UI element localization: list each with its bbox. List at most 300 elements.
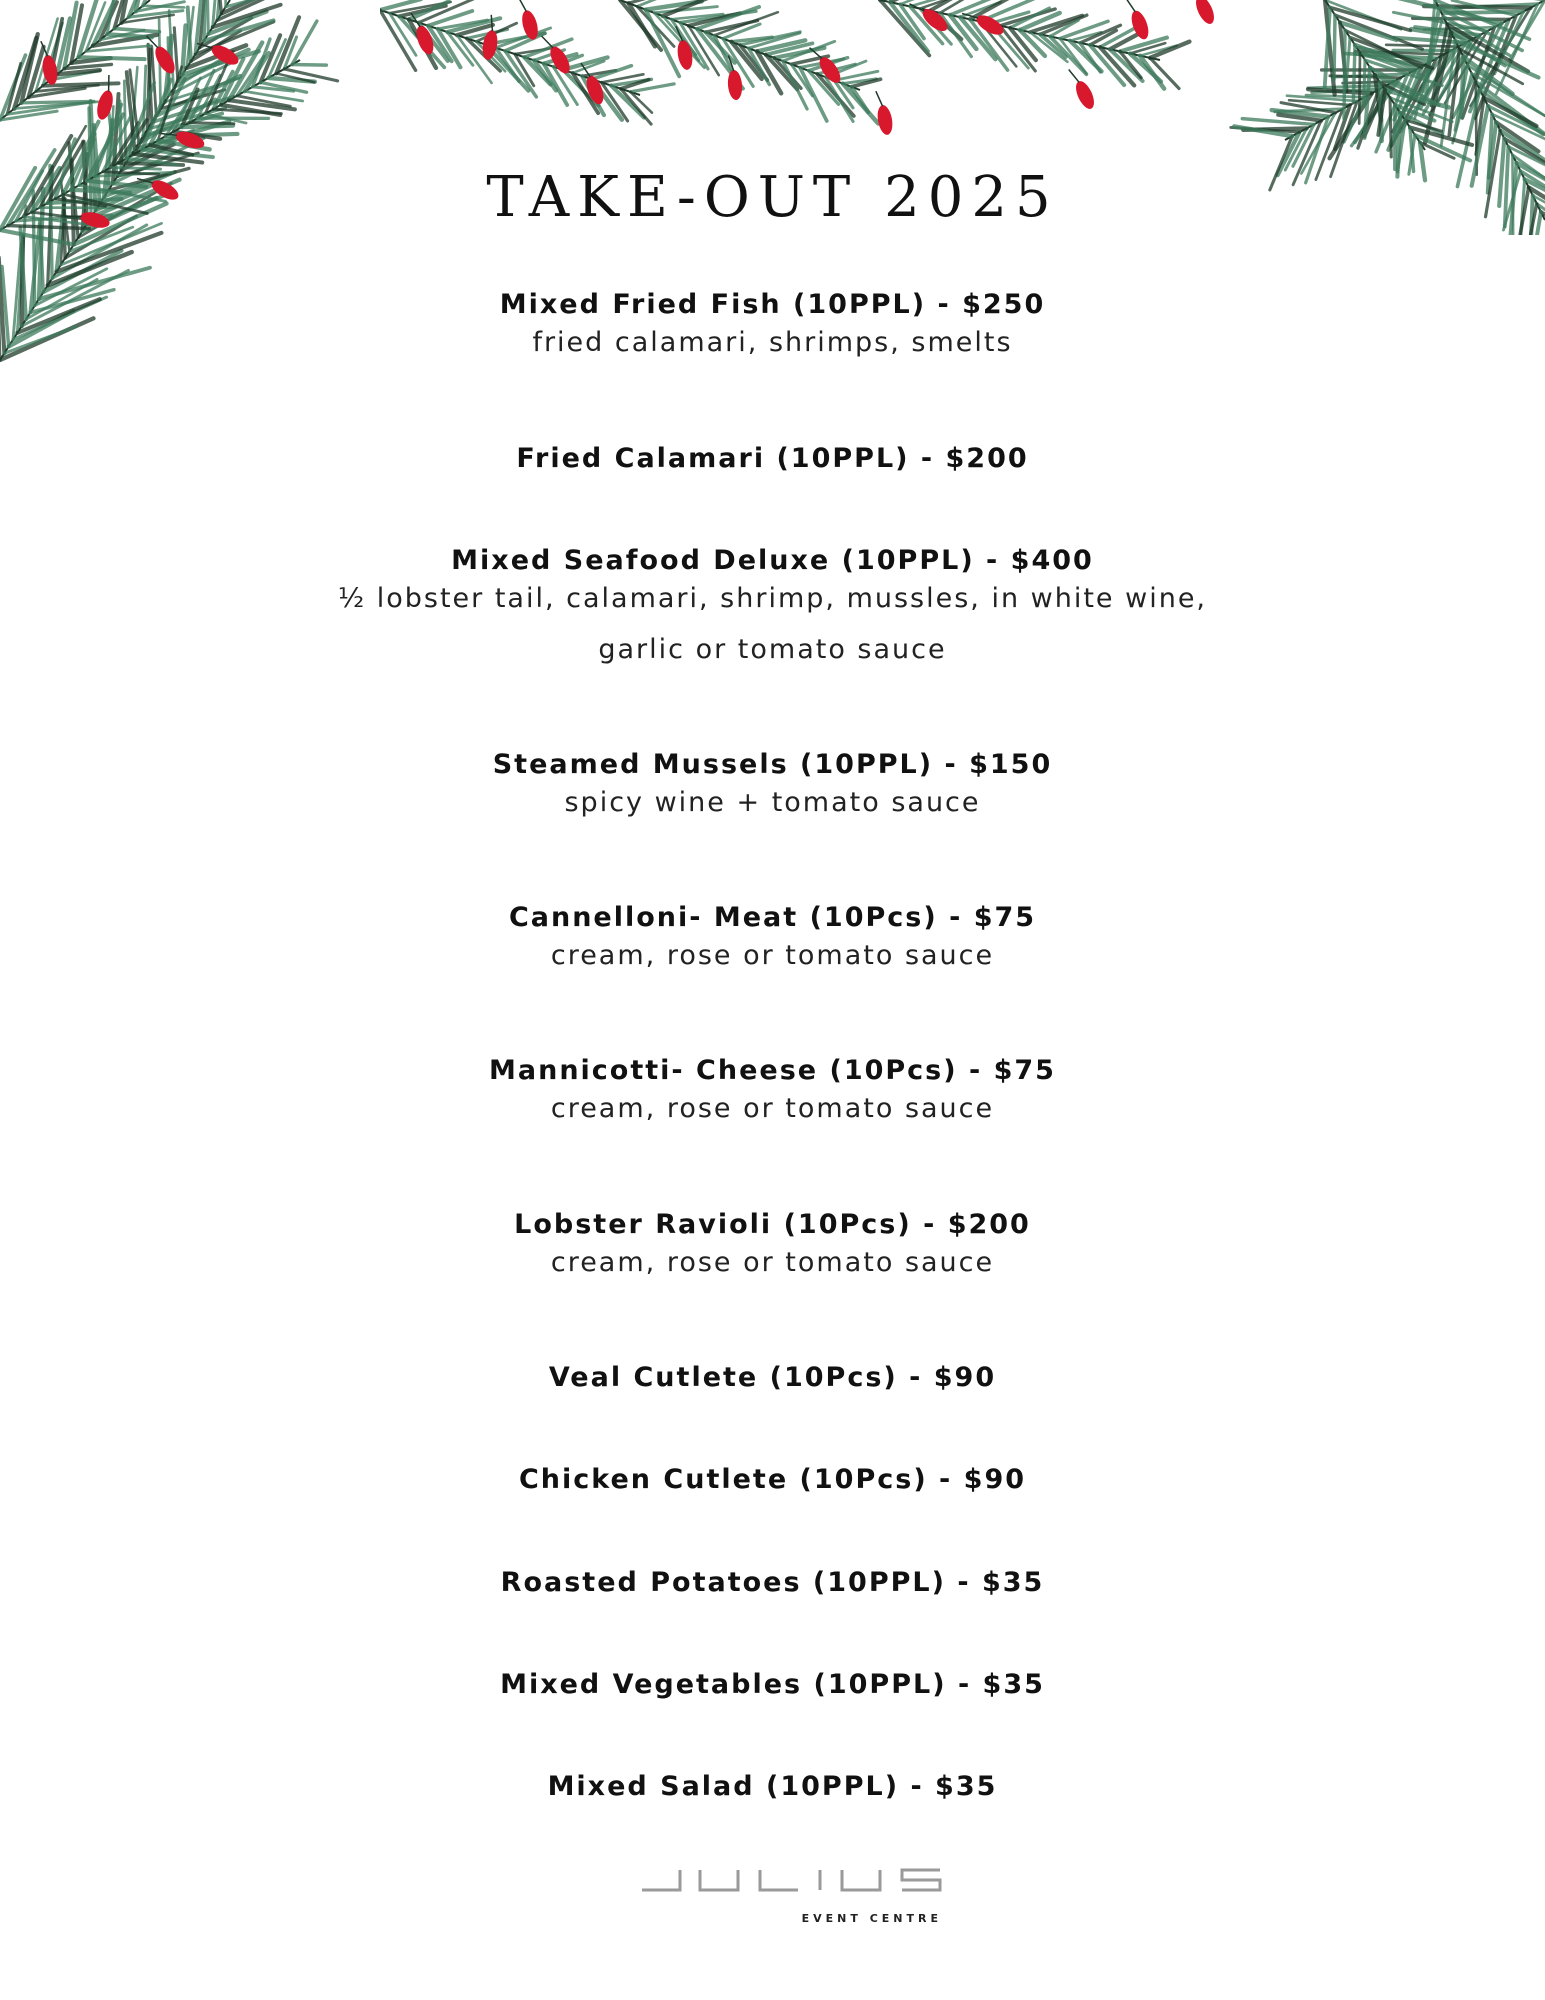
pine-needle xyxy=(217,0,222,20)
berry-stem xyxy=(160,130,176,139)
pine-needle xyxy=(960,17,995,59)
pine-needle xyxy=(169,10,173,88)
pine-needle xyxy=(731,42,761,79)
pine-needle xyxy=(221,105,280,115)
pine-needle xyxy=(129,0,149,17)
pine-needle xyxy=(1380,83,1425,105)
pine-needle xyxy=(399,6,446,17)
pine-needle xyxy=(486,33,545,44)
pine-needle xyxy=(178,50,249,82)
pine-needle xyxy=(168,38,169,95)
pine-needle xyxy=(182,126,233,128)
pine-needle xyxy=(706,21,758,32)
pine-needle xyxy=(148,49,151,129)
pine-needle xyxy=(107,0,113,34)
pine-needle xyxy=(524,57,550,84)
pine-needle xyxy=(592,79,622,119)
pine-needle xyxy=(191,31,240,61)
pine-needle xyxy=(182,26,185,75)
pine-needle xyxy=(563,57,608,69)
pine-needle xyxy=(1070,32,1101,41)
pine-needle xyxy=(689,13,740,25)
pine-needle xyxy=(71,5,82,63)
pine-needle xyxy=(1375,75,1381,120)
berry-stem xyxy=(41,40,48,56)
pine-needle xyxy=(158,67,182,141)
pine-needle xyxy=(960,2,1000,17)
pine-needle xyxy=(216,0,222,14)
pine-needle xyxy=(749,33,800,48)
pine-needle xyxy=(800,68,827,121)
pine-needle xyxy=(1453,23,1502,117)
pine-needle xyxy=(1496,122,1538,151)
pine-needle xyxy=(36,18,58,91)
pine-needle xyxy=(1441,41,1455,146)
menu-title: TAKE-OUT 2025 xyxy=(486,165,1059,230)
berry-stem xyxy=(1126,0,1135,13)
pine-needle xyxy=(851,79,880,87)
pine-needle xyxy=(1140,46,1177,56)
pine-needle xyxy=(1400,47,1458,132)
pine-needle xyxy=(1330,93,1372,158)
pine-needle xyxy=(1285,128,1306,170)
pine-needle xyxy=(103,115,132,172)
pine-needle xyxy=(706,32,735,63)
pine-needle xyxy=(447,32,472,65)
pine-needle xyxy=(284,69,337,81)
pine-needle xyxy=(100,30,144,40)
red-berry xyxy=(174,128,207,151)
red-berry xyxy=(919,5,951,35)
pine-needle xyxy=(1415,27,1480,35)
pine-needle xyxy=(1455,41,1538,78)
pine-needle xyxy=(476,41,505,71)
pine-needle xyxy=(57,70,100,74)
berry-stem xyxy=(518,0,526,13)
pine-needle xyxy=(142,80,171,150)
pine-needle xyxy=(980,0,1034,21)
pine-needle xyxy=(1325,8,1330,89)
pine-needle xyxy=(1439,8,1522,50)
pine-needle xyxy=(1289,100,1350,105)
pine-needle xyxy=(1306,95,1364,97)
pine-needle xyxy=(1330,8,1410,31)
pine-needle xyxy=(1308,89,1372,93)
pine-needle xyxy=(1355,82,1393,143)
pine-needle xyxy=(221,59,243,105)
pine-needle xyxy=(1424,27,1495,29)
pine-needle xyxy=(1010,28,1036,60)
pine-needle xyxy=(1378,90,1385,135)
pine-needle xyxy=(261,82,307,92)
pine-needle xyxy=(1090,45,1124,85)
julius-logo-wordmark xyxy=(640,1868,946,1904)
red-berry xyxy=(151,44,178,77)
pine-needle xyxy=(1425,33,1451,143)
pine-needle xyxy=(1231,127,1300,132)
pine-needle xyxy=(920,0,972,9)
pine-needle xyxy=(200,0,205,48)
pine-needle xyxy=(1444,12,1523,14)
pine-needle xyxy=(1420,51,1451,108)
pine-needle xyxy=(1242,119,1314,125)
pine-needle xyxy=(1308,86,1386,88)
pine-needle xyxy=(791,64,812,96)
pine-needle xyxy=(428,26,451,61)
pine-needle xyxy=(129,11,183,18)
pine-needle xyxy=(544,64,567,105)
pine-needle xyxy=(126,135,187,163)
pine-needle xyxy=(654,7,717,13)
pine-needle xyxy=(1345,30,1422,68)
logo-letter xyxy=(842,1870,880,1890)
pine-needle xyxy=(1080,25,1120,43)
pine-needle xyxy=(1436,39,1473,105)
pine-needle xyxy=(496,28,551,48)
pine-needle xyxy=(213,5,281,27)
pine-needle xyxy=(150,145,192,155)
pine-needle xyxy=(1468,65,1545,120)
pine-needle xyxy=(56,233,161,272)
pine-needle xyxy=(29,47,44,97)
red-berry xyxy=(519,9,540,42)
pine-needle xyxy=(409,2,449,20)
pine-needle xyxy=(120,101,122,170)
pine-needle xyxy=(1415,135,1470,160)
pine-needle xyxy=(114,29,159,32)
pine-needle xyxy=(1140,56,1164,89)
pine-needle xyxy=(1455,4,1537,8)
pine-needle xyxy=(1447,24,1528,71)
pine-needle xyxy=(646,10,679,77)
pine-needle xyxy=(127,72,135,149)
pine-needle xyxy=(195,22,273,55)
pine-needle xyxy=(1475,16,1516,119)
menu-item-description: spicy wine + tomato sauce xyxy=(564,787,981,818)
pine-needle xyxy=(1492,114,1545,149)
pine-needle xyxy=(182,89,198,127)
pine-needle xyxy=(399,16,444,67)
pine-needle xyxy=(1411,29,1473,39)
pine-needle xyxy=(1335,105,1350,149)
pine-needle xyxy=(292,21,317,64)
pine-needle xyxy=(174,78,201,132)
pine-needle xyxy=(261,35,281,82)
pine-needle xyxy=(1390,98,1452,122)
pine-needle xyxy=(1364,60,1365,105)
berry-stem xyxy=(876,90,883,106)
pine-needle xyxy=(111,123,139,167)
pine-needle xyxy=(43,83,119,85)
pine-needle xyxy=(409,19,436,67)
pine-needle xyxy=(646,1,702,9)
pine-needle xyxy=(1340,23,1347,92)
pine-needle xyxy=(1100,23,1144,47)
pine-needle xyxy=(950,0,1002,15)
red-berry xyxy=(41,54,60,86)
red-berry xyxy=(876,104,895,136)
pine-needle xyxy=(1405,120,1442,131)
pine-needle xyxy=(731,37,772,42)
pine-needle xyxy=(7,102,91,114)
pine-needle xyxy=(826,77,853,121)
branch-stem xyxy=(0,0,150,120)
pine-needle xyxy=(7,63,21,114)
menu-item-name: Mannicotti- Cheese (10Pcs) - $75 xyxy=(489,1055,1056,1086)
branch-stem xyxy=(1325,0,1425,150)
pine-needle xyxy=(1000,9,1055,26)
menu-item-description: fried calamari, shrimps, smelts xyxy=(532,327,1013,358)
pine-needle xyxy=(1476,81,1477,174)
pine-needle xyxy=(139,100,215,143)
pine-needle xyxy=(100,2,117,40)
pine-needle xyxy=(1394,70,1415,120)
berry-stem xyxy=(909,1,924,14)
berry-stem xyxy=(105,75,113,91)
pine-needle xyxy=(1391,58,1436,146)
pine-needle xyxy=(1287,96,1357,101)
pine-needle xyxy=(1462,27,1494,118)
pine-needle xyxy=(64,64,111,68)
pine-needle xyxy=(1080,43,1100,72)
pine-needle xyxy=(21,34,37,103)
pine-needle xyxy=(226,0,296,7)
pine-needle xyxy=(630,92,652,113)
pine-needle xyxy=(1488,106,1545,149)
pine-needle xyxy=(534,60,556,90)
pine-needle xyxy=(1130,43,1165,53)
menu-item-description: ½ lobster tail, calamari, shrimp, mussles, in white wine, xyxy=(337,583,1208,614)
menu-item-name: Steamed Mussels (10PPL) - $150 xyxy=(492,749,1053,780)
pine-needle xyxy=(1275,109,1343,112)
berry-stem xyxy=(147,34,158,50)
pine-needle xyxy=(229,100,295,109)
pine-needle xyxy=(980,21,1016,66)
pine-needle xyxy=(169,61,234,95)
pine-needle xyxy=(1393,12,1487,31)
pine-needle xyxy=(663,16,696,55)
pine-needle xyxy=(221,0,280,14)
pine-needle xyxy=(1451,33,1505,66)
pine-needle xyxy=(611,79,651,85)
menu-item-description: cream, rose or tomato sauce xyxy=(550,940,995,971)
pine-needle xyxy=(124,81,126,163)
red-berry xyxy=(546,44,573,77)
pine-needle xyxy=(1110,33,1141,50)
pine-needle xyxy=(0,111,57,120)
pine-needle xyxy=(121,15,173,23)
pine-needle xyxy=(1431,24,1447,105)
pine-needle xyxy=(121,0,127,23)
pine-needle xyxy=(740,32,800,45)
pine-needle xyxy=(1130,54,1161,82)
pine-needle xyxy=(1510,0,1545,60)
pine-needle xyxy=(1120,51,1141,77)
pine-needle xyxy=(268,78,314,82)
pine-needle xyxy=(1040,34,1066,57)
pine-needle xyxy=(1020,13,1060,30)
berry-stem xyxy=(411,12,420,28)
pine-needle xyxy=(515,48,551,54)
pine-needle xyxy=(1415,16,1443,118)
pine-branch-center-decoration xyxy=(380,0,1200,145)
pine-needle xyxy=(36,85,99,91)
pine-needle xyxy=(1343,82,1394,83)
pine-needle xyxy=(1365,68,1370,138)
pine-needle xyxy=(213,0,219,27)
red-berry xyxy=(481,29,500,61)
pine-needle xyxy=(601,74,643,82)
pine-needle xyxy=(629,3,655,46)
pine-needle xyxy=(50,19,62,80)
branch-stem xyxy=(620,0,860,90)
pine-needle xyxy=(890,2,928,51)
pine-needle xyxy=(1470,19,1509,111)
pine-needle xyxy=(843,84,878,124)
pine-needle xyxy=(1344,30,1345,118)
pine-needle xyxy=(276,73,314,82)
pine-needle xyxy=(245,53,269,91)
red-berry xyxy=(676,39,695,71)
pine-needle xyxy=(217,0,267,20)
pine-needle xyxy=(69,227,132,251)
pine-needle xyxy=(284,37,296,69)
pine-needle xyxy=(1385,90,1449,107)
logo-letter xyxy=(700,1870,738,1890)
pine-needle xyxy=(165,78,239,102)
pine-needle xyxy=(1429,35,1480,115)
pine-needle xyxy=(834,71,878,80)
pine-needle xyxy=(1060,39,1086,74)
menu-item-name: Fried Calamari (10PPL) - $200 xyxy=(516,443,1029,474)
pine-needle xyxy=(152,97,234,123)
pine-needle xyxy=(1150,42,1189,58)
pine-needle xyxy=(130,67,137,156)
menu-item-name: Mixed Seafood Deluxe (10PPL) - $400 xyxy=(451,545,1094,576)
pine-needle xyxy=(749,48,770,84)
menu-item-name: Chicken Cutlete (10Pcs) - $90 xyxy=(518,1464,1027,1495)
pine-needle xyxy=(573,73,599,113)
pine-needle xyxy=(680,11,756,22)
pine-needle xyxy=(428,11,472,26)
pine-needle xyxy=(783,61,807,109)
pine-needle xyxy=(524,39,571,57)
pine-needle xyxy=(48,252,132,285)
berry-stem xyxy=(676,25,683,41)
red-berry xyxy=(974,11,1007,38)
pine-needle xyxy=(809,58,848,71)
menu-item-name: Mixed Vegetables (10PPL) - $35 xyxy=(500,1669,1045,1700)
pine-needle xyxy=(188,7,191,61)
pine-needle xyxy=(671,19,698,60)
pine-needle xyxy=(817,74,854,116)
pine-needle xyxy=(204,20,274,40)
branch-stem xyxy=(880,0,1160,60)
pine-needle xyxy=(582,70,616,76)
pine-needle xyxy=(757,51,781,93)
pine-needle xyxy=(143,66,145,136)
pine-needle xyxy=(14,102,98,109)
pine-needle xyxy=(1452,0,1516,15)
red-berry xyxy=(94,89,115,122)
pine-needle xyxy=(1413,18,1509,19)
pine-needle xyxy=(1480,90,1543,135)
pine-needle xyxy=(1340,23,1396,40)
pine-needle xyxy=(165,36,172,102)
pine-needle xyxy=(1325,0,1335,95)
pine-needle xyxy=(1359,53,1360,124)
pine-needle xyxy=(1423,43,1465,114)
pine-needle xyxy=(1464,57,1513,94)
pine-needle xyxy=(57,18,70,74)
pine-needle xyxy=(880,0,929,56)
pine-needle xyxy=(809,71,839,105)
pine-needle xyxy=(940,0,982,13)
pine-needle xyxy=(1281,103,1336,113)
pine-needle xyxy=(1335,15,1422,49)
pine-needle xyxy=(142,149,213,157)
pine-needle xyxy=(1030,32,1067,62)
pine-needle xyxy=(148,44,152,122)
pine-needle xyxy=(1030,15,1082,32)
pine-needle xyxy=(174,51,234,88)
pine-needle xyxy=(457,25,493,35)
pine-needle xyxy=(1234,126,1292,136)
pine-needle xyxy=(834,80,853,107)
pine-needle xyxy=(419,0,478,23)
pine-needle xyxy=(1445,31,1487,103)
pine-needle xyxy=(467,29,508,38)
pine-needle xyxy=(766,43,813,54)
pine-needle xyxy=(1400,113,1442,135)
pine-needle xyxy=(1243,128,1306,130)
pine-needle xyxy=(766,55,797,90)
pine-needle xyxy=(817,64,855,74)
pine-needle xyxy=(200,18,252,48)
pine-needle xyxy=(1010,8,1049,28)
pine-needle xyxy=(126,158,176,164)
pine-needle xyxy=(563,70,598,106)
pine-needle xyxy=(1395,105,1434,121)
pine-needle xyxy=(826,61,866,77)
pine-needle xyxy=(1484,98,1537,126)
pine-needle xyxy=(197,75,220,118)
pine-needle xyxy=(93,0,116,46)
pine-needle xyxy=(43,23,63,86)
pine-needle xyxy=(1312,89,1379,92)
pine-needle xyxy=(1293,124,1314,166)
pine-needle xyxy=(486,45,528,91)
pine-needle xyxy=(851,87,868,112)
menu-item-name: Mixed Fried Fish (10PPL) - $250 xyxy=(499,289,1046,320)
pine-needle xyxy=(1325,0,1401,29)
pine-needle xyxy=(14,38,36,109)
pine-needle xyxy=(1393,62,1429,131)
pine-needle xyxy=(1410,128,1472,145)
pine-needle xyxy=(940,13,971,57)
menu-item-name: Mixed Salad (10PPL) - $35 xyxy=(547,1771,998,1802)
pine-needle xyxy=(990,12,1029,24)
logo-letter xyxy=(642,1870,680,1890)
pine-needle xyxy=(900,4,924,38)
pine-needle xyxy=(276,17,299,73)
pine-needle xyxy=(689,26,719,75)
pine-needle xyxy=(253,87,294,91)
pine-needle xyxy=(1471,8,1531,106)
pine-needle xyxy=(118,120,146,163)
pine-needle xyxy=(79,57,145,59)
pine-needle xyxy=(114,0,130,29)
